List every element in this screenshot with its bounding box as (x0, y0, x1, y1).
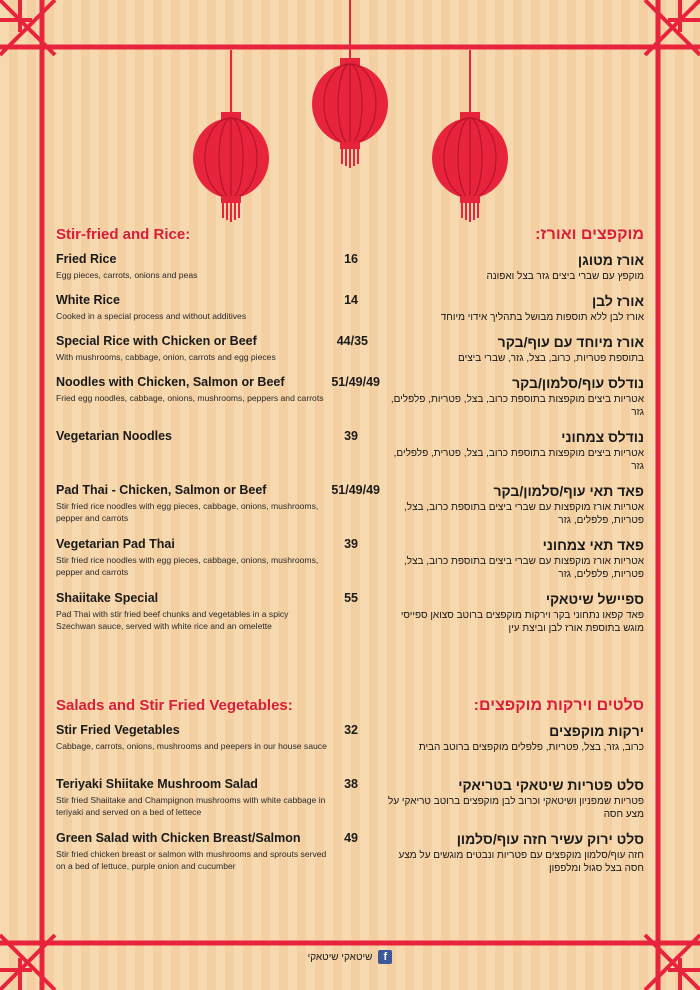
item-name-en: Noodles with Chicken, Salmon or Beef (56, 375, 285, 389)
facebook-icon[interactable]: f (378, 950, 392, 964)
section-title-stir-fried-he: מוקפצים ואורז: (535, 226, 644, 243)
item-name-en: Green Salad with Chicken Breast/Salmon (56, 831, 301, 845)
item-desc-en: Stir fried chicken breast or salmon with mushrooms and sprouts served on a bed of lettuce, purple onion and cucumber (56, 849, 327, 871)
item-desc-he: אטריות אורז מוקפצות עם שברי ביצים בתוספת כרוב, בצל, פטריות, פלפלים, גזר (404, 502, 644, 526)
item-name-en: Vegetarian Pad Thai (56, 537, 175, 551)
item-price: 14 (344, 293, 358, 307)
lantern-right (432, 112, 508, 222)
item-name-he: נודלס עוף/סלמון/בקר (512, 375, 644, 391)
item-name-he: נודלס צמחוני (561, 429, 644, 445)
item-name-he: ספיישל שיטאקי (545, 591, 644, 607)
item-price: 38 (344, 777, 358, 791)
lantern-center (312, 58, 388, 168)
lantern-left (193, 112, 269, 222)
item-name-en: Shaiitake Special (56, 591, 159, 605)
item-price: 55 (344, 591, 358, 605)
item-desc-he: אורז לבן ללא תוספות מבושל בתהליך אידוי מיוחד (440, 312, 644, 323)
item-name-he: סלט ירוק עשיר חזה עוף/סלמון (456, 831, 644, 847)
item-name-en: Teriyaki Shiitake Mushroom Salad (56, 777, 258, 791)
item-desc-he: כרוב, גזר, בצל, פטריות, פלפלים מוקפצים ברוטב הבית (418, 742, 644, 753)
item-desc-en: Cabbage, carrots, onions, mushrooms and peepers in our house sauce (56, 741, 327, 751)
item-desc-he: בתוספת פטריות, כרוב, בצל, גזר, שברי ביצים (458, 353, 644, 364)
section-title-salads-en: Salads and Stir Fried Vegetables: (56, 697, 293, 714)
section-title-salads-he: סלטים וירקות מוקפצים: (473, 697, 644, 714)
item-name-en: Stir Fried Vegetables (56, 723, 180, 737)
item-desc-en: With mushrooms, cabbage, onion, carrots and egg pieces (56, 352, 276, 362)
item-price: 51/49/49 (331, 375, 380, 389)
item-price: 39 (344, 429, 358, 443)
footer (0, 950, 700, 964)
item-desc-en: Fried egg noodles, cabbage, onions, mushrooms, peppers and carrots (56, 393, 324, 403)
item-desc-en: Egg pieces, carrots, onions and peas (56, 270, 198, 280)
section-title-stir-fried-en: Stir-fried and Rice: (56, 226, 191, 243)
item-name-he: פאד תאי עוף/סלמון/בקר (493, 483, 644, 499)
item-name-he: סלט פטריות שיטאקי בטריאקי (458, 777, 644, 793)
item-name-en: Pad Thai - Chicken, Salmon or Beef (56, 483, 267, 497)
footer-text: שיטאקי שיטאקי (307, 951, 373, 963)
item-price: 49 (344, 831, 358, 845)
item-desc-he: פאד קפאו נתחוני בקר וירקות מוקפצים ברוטב סצואן ספייסי מוגש בתוספת אורז לבן וביצת עין (400, 610, 644, 634)
item-name-en: White Rice (56, 293, 120, 307)
item-desc-he: אטריות אורז מוקפצות עם שברי ביצים בתוספת כרוב, בצל, פטריות, פלפלים, גזר (404, 556, 644, 580)
item-price: 51/49/49 (331, 483, 380, 497)
item-name-he: אורז מטוגן (577, 252, 644, 268)
item-name-he: אורז לבן (591, 293, 644, 309)
item-name-en: Special Rice with Chicken or Beef (56, 334, 257, 348)
item-desc-en: Stir fried Shaiitake and Champignon mushrooms with white cabbage in teriyaki and served on a bed of lettece (56, 795, 326, 817)
item-name-he: אורז מיוחד עם עוף/בקר (497, 334, 644, 350)
lanterns-decoration (0, 0, 700, 230)
item-name-he: ירקות מוקפצים (549, 723, 644, 739)
item-desc-he: מוקפץ עם שברי ביצים גזר בצל ואפונה (486, 271, 644, 282)
item-price: 39 (344, 537, 358, 551)
item-desc-he: חזה עוף/סלמון מוקפצים עם פטריות ונבטים מוגשים על מצע חסה בצל סגול ומלפפון (398, 850, 644, 874)
item-name-he: פאד תאי צמחוני (542, 537, 644, 553)
item-price: 16 (344, 252, 358, 266)
item-price: 44/35 (336, 334, 368, 348)
item-desc-he: אטריות ביצים מוקפצות בתוספת כרוב, בצל, פטרית, פלפלים, גזר (393, 448, 644, 472)
item-desc-he: אטריות ביצים מוקפצות בתוספת כרוב, בצל, פטריות, פלפלים, גזר (390, 394, 644, 418)
item-desc-en: Pad Thai with stir fried beef chunks and vegetables in a spicy Szechwan sauce, served with white rice and an omelette (56, 609, 289, 631)
item-desc-en: Stir fried rice noodles with egg pieces, cabbage, onions, mushrooms, pepper and carrots (56, 555, 319, 577)
item-desc-en: Stir fried rice noodles with egg pieces, cabbage, onions, mushrooms, pepper and carrots (56, 501, 319, 523)
item-desc-he: פטריות שמפניון ושיטאקי וכרוב לבן מוקפצים ברוטב טריאקי על מצע חסה (388, 796, 644, 820)
item-name-en: Vegetarian Noodles (56, 429, 173, 443)
item-desc-en: Cooked in a special process and without additives (56, 311, 247, 321)
item-price: 32 (344, 723, 358, 737)
item-name-en: Fried Rice (56, 252, 117, 266)
